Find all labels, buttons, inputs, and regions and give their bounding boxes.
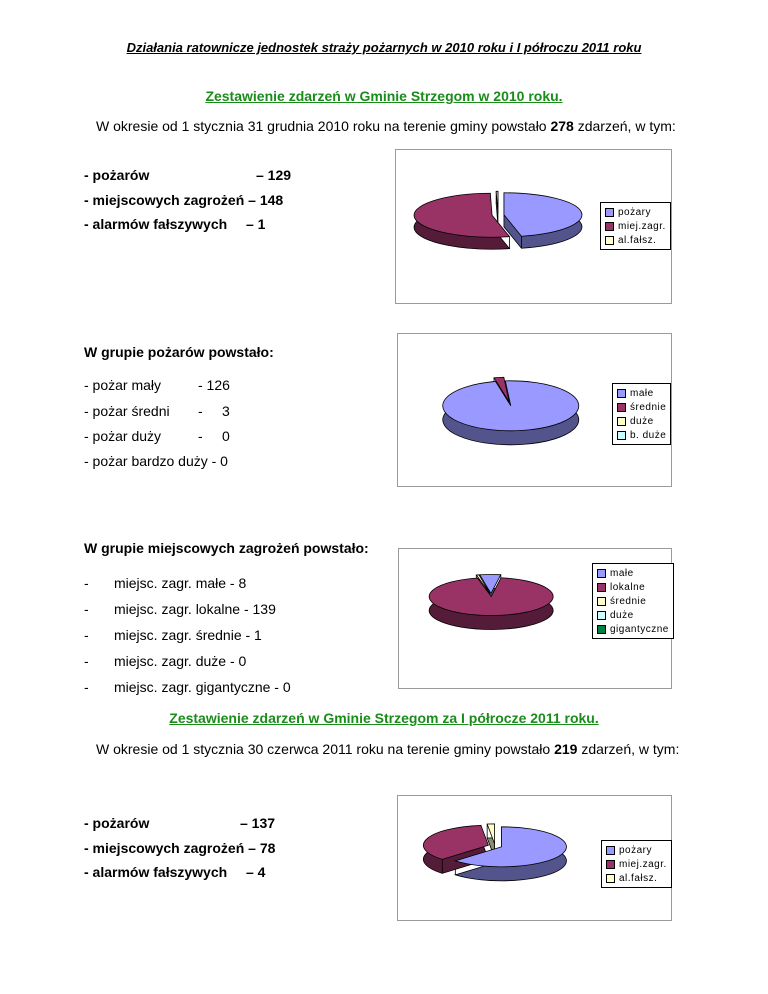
local-threats-2010-heading: W grupie miejscowych zagrożeń powstało: — [84, 540, 369, 556]
legend-label: miej.zagr. — [618, 220, 666, 232]
chart-2011-events-legend — [601, 840, 672, 888]
legend-item — [605, 205, 666, 219]
legend-label: średnie — [630, 401, 667, 413]
local-threats-2010-line — [84, 679, 291, 695]
chart-2010-local-threats-legend — [592, 563, 674, 639]
legend-label: gigantyczne — [610, 623, 669, 635]
summary-2011-false-alarms: - alarmów fałszywych – 4 — [84, 864, 266, 880]
legend-item — [617, 400, 666, 414]
legend-label: pożary — [618, 206, 652, 218]
legend-swatch — [597, 625, 606, 634]
local-threats-2010-line — [84, 601, 276, 617]
legend-label: średnie — [610, 595, 647, 607]
chart-2010-fires-legend — [612, 383, 671, 445]
fires-2010-medium: - pożar średni - 3 — [84, 403, 230, 419]
chart-2010-events — [395, 149, 672, 304]
section-2011-intro: W okresie od 1 stycznia 30 czerwca 2011 roku na terenie gminy powstało 219 zdarzeń, w tym: — [96, 741, 680, 757]
local-threats-2010-line — [84, 653, 247, 669]
list-dash: - — [84, 679, 89, 695]
chart-2010-local-threats — [398, 548, 672, 689]
legend-item — [597, 594, 669, 608]
legend-swatch — [617, 389, 626, 398]
legend-swatch — [606, 860, 615, 869]
local-threats-2010-line — [84, 575, 247, 591]
chart-2011-events — [397, 795, 672, 921]
summary-2010-fires: - pożarów – 129 — [84, 167, 292, 183]
legend-swatch — [597, 583, 606, 592]
legend-swatch — [606, 874, 615, 883]
chart-2010-events-legend — [600, 202, 671, 250]
list-text: miejsc. zagr. lokalne - 139 — [114, 601, 276, 617]
section-2011-title: Zestawienie zdarzeń w Gminie Strzegom za I półrocze 2011 roku. — [169, 710, 599, 726]
pie-slice-małe — [443, 381, 579, 431]
legend-item — [617, 428, 666, 442]
document-title: Działania ratownicze jednostek straży pożarnych w 2010 roku i I półroczu 2011 roku — [126, 40, 642, 55]
legend-label: pożary — [619, 844, 653, 856]
chart-2010-fires — [397, 333, 672, 487]
legend-item — [605, 219, 666, 233]
list-dash: - — [84, 601, 89, 617]
legend-label: al.fałsz. — [619, 872, 658, 884]
legend-label: małe — [610, 567, 634, 579]
list-dash: - — [84, 653, 89, 669]
legend-swatch — [617, 431, 626, 440]
fires-2010-small: - pożar mały - 126 — [84, 377, 230, 393]
summary-2010-local-threats: - miejscowych zagrożeń – 148 — [84, 192, 284, 208]
legend-item — [617, 414, 666, 428]
legend-item — [617, 386, 666, 400]
legend-swatch — [597, 569, 606, 578]
legend-swatch — [617, 403, 626, 412]
legend-item — [597, 580, 669, 594]
summary-2010-false-alarms: - alarmów fałszywych – 1 — [84, 216, 266, 232]
summary-2011-local-threats: - miejscowych zagrożeń – 78 — [84, 840, 276, 856]
fires-2010-large: - pożar duży - 0 — [84, 428, 230, 444]
section-2010-intro: W okresie od 1 stycznia 31 grudnia 2010 roku na terenie gminy powstało 278 zdarzeń, w tym: — [96, 118, 676, 134]
legend-swatch — [606, 846, 615, 855]
legend-swatch — [617, 417, 626, 426]
fires-2010-very-large: - pożar bardzo duży - 0 — [84, 453, 228, 469]
legend-label: lokalne — [610, 581, 646, 593]
legend-item — [597, 566, 669, 580]
legend-label: miej.zagr. — [619, 858, 667, 870]
legend-label: duże — [610, 609, 634, 621]
legend-item — [606, 857, 667, 871]
legend-label: b. duże — [630, 429, 667, 441]
legend-label: duże — [630, 415, 654, 427]
legend-item — [606, 871, 667, 885]
list-dash: - — [84, 627, 89, 643]
legend-swatch — [597, 597, 606, 606]
list-text: miejsc. zagr. gigantyczne - 0 — [114, 679, 291, 695]
legend-label: małe — [630, 387, 654, 399]
legend-item — [597, 608, 669, 622]
list-text: miejsc. zagr. duże - 0 — [114, 653, 247, 669]
legend-item — [606, 843, 667, 857]
legend-swatch — [605, 208, 614, 217]
list-dash: - — [84, 575, 89, 591]
list-text: miejsc. zagr. średnie - 1 — [114, 627, 262, 643]
legend-swatch — [597, 611, 606, 620]
legend-item — [605, 233, 666, 247]
legend-item — [597, 622, 669, 636]
local-threats-2010-line — [84, 627, 262, 643]
summary-2011-fires: - pożarów – 137 — [84, 815, 276, 831]
legend-label: al.fałsz. — [618, 234, 657, 246]
section-2010-title: Zestawienie zdarzeń w Gminie Strzegom w 2010 roku. — [205, 88, 563, 104]
fires-2010-heading: W grupie pożarów powstało: — [84, 344, 274, 360]
legend-swatch — [605, 236, 614, 245]
list-text: miejsc. zagr. małe - 8 — [114, 575, 247, 591]
legend-swatch — [605, 222, 614, 231]
